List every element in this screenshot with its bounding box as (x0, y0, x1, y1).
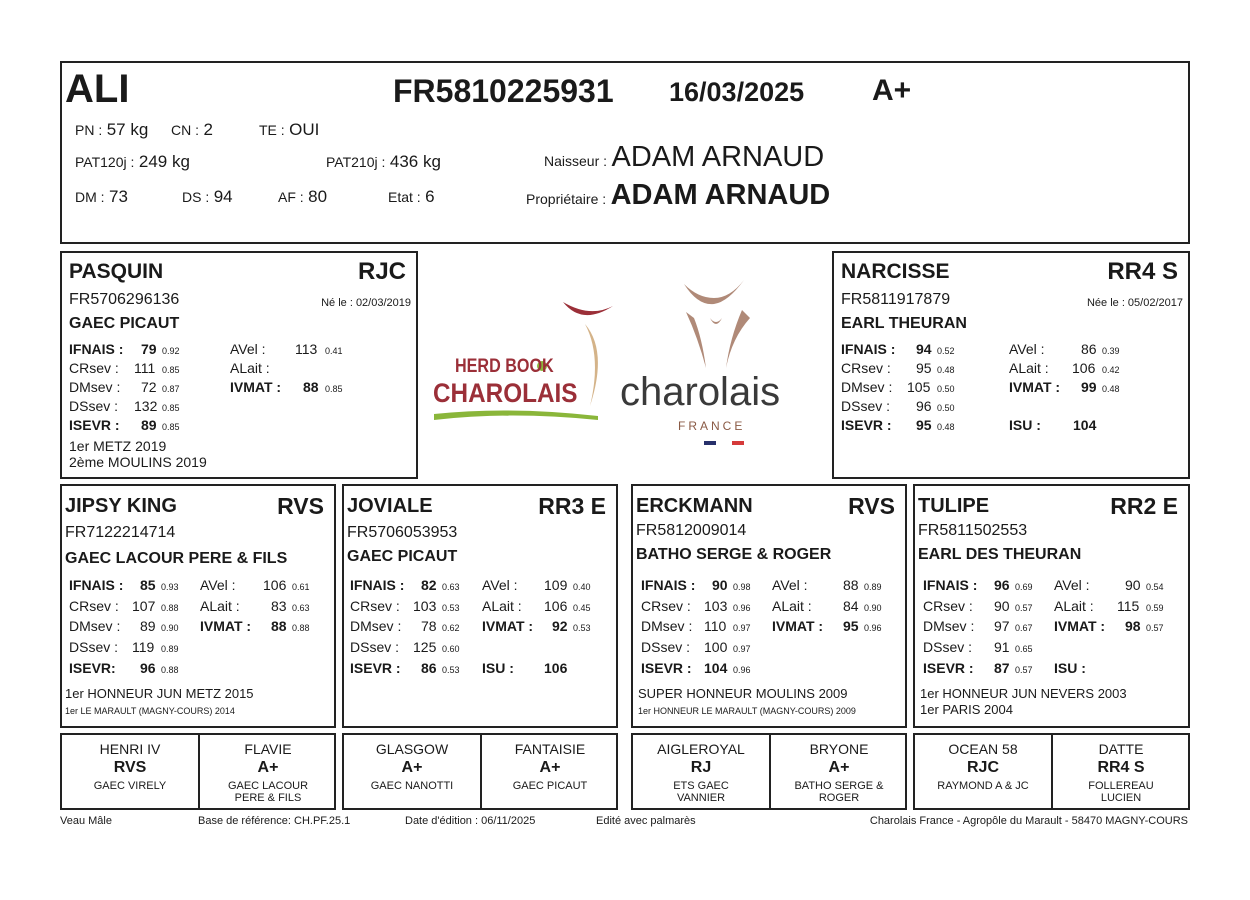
great-grandparent-owner: GAEC PICAUT (512, 780, 588, 792)
animal-grade: A+ (872, 74, 912, 107)
gp-ifnais: 96 (994, 577, 1010, 593)
great-grandparents-group (631, 733, 907, 810)
pat210-label: PAT210j : (326, 154, 386, 170)
gp-ifnais-cd: 0.63 (442, 582, 460, 592)
great-grandparent-grade: A+ (401, 759, 423, 776)
great-grandparents-group (342, 733, 618, 810)
ivmat-label: IVMAT : (772, 618, 824, 634)
pn-field (75, 120, 148, 140)
french-flag-icon (704, 441, 744, 445)
te-value: OUI (289, 120, 320, 139)
gp-alait-cd: 0.90 (864, 603, 882, 613)
isevr-label: ISEVR : (350, 660, 401, 676)
sire-id: FR5706296136 (69, 291, 180, 308)
cn-field (171, 120, 213, 140)
avel-label: AVel : (772, 577, 808, 593)
grandparent-grade: RR2 E (1110, 493, 1178, 519)
gp-isevr-cd: 0.53 (442, 665, 460, 675)
sire-avel: 113 (295, 341, 318, 357)
dam-id: FR5811917879 (841, 291, 951, 308)
pat210-field (326, 152, 441, 172)
great-grandparent-name: HENRI IV (99, 741, 161, 757)
dam-dssev: 96 (916, 398, 932, 414)
avel-label: AVel : (230, 341, 266, 357)
great-grandparent-cell (62, 741, 198, 792)
great-grandparent-cell (482, 741, 618, 792)
sire-name: PASQUIN (69, 260, 164, 283)
sire-isevr-cd: 0.85 (162, 422, 180, 432)
dam-isu: 104 (1073, 417, 1097, 433)
te-field (259, 120, 319, 140)
charolais-wordmark: charolais (620, 370, 781, 414)
dam-box (832, 251, 1190, 479)
dam-owner: EARL THEURAN (841, 315, 967, 332)
great-grandparent-owner: GAEC LACOUR (227, 780, 309, 792)
grandparent-box (342, 484, 618, 728)
footer-base: Base de référence: CH.PF.25.1 (198, 815, 351, 827)
gp-alait-cd: 0.59 (1146, 603, 1164, 613)
pat120-value: 249 kg (138, 152, 190, 171)
ifnais-label: IFNAIS : (923, 577, 978, 593)
grandparent-name: JIPSY KING (65, 495, 177, 517)
dmsev-label: DMsev : (841, 379, 893, 395)
gp-ifnais-cd: 0.69 (1015, 582, 1033, 592)
dam-isevr: 95 (916, 417, 932, 433)
footer-address: Charolais France - Agropôle du Marault - 58470 MAGNY-COURS (869, 815, 1188, 827)
gp-dmsev: 78 (421, 618, 437, 634)
ivmat-label: IVMAT : (1054, 618, 1106, 634)
sire-award-1: 1er METZ 2019 (69, 438, 167, 454)
gp-ivmat-cd: 0.96 (864, 623, 882, 633)
gp-crsev: 103 (704, 598, 728, 614)
dssev-label: DSsev : (641, 639, 691, 655)
animal-id: FR5810225931 (393, 73, 614, 109)
great-grandparent-owner: BATHO SERGE & (794, 780, 884, 792)
great-grandparent-cell (200, 741, 336, 804)
alait-label: ALait : (1054, 598, 1094, 614)
etat-label: Etat : (388, 189, 421, 205)
great-grandparent-name: GLASGOW (375, 741, 449, 757)
great-grandparent-cell (915, 741, 1051, 792)
grandparent-owner: EARL DES THEURAN (918, 546, 1082, 563)
sire-award-2: 2ème MOULINS 2019 (69, 454, 207, 470)
grandparent-name: JOVIALE (347, 495, 433, 517)
grandparent-award-2: 1er LE MARAULT (MAGNY-COURS) 2014 (65, 706, 235, 716)
dssev-label: DSsev : (69, 398, 119, 414)
grandparent-id: FR5706053953 (347, 524, 458, 541)
crsev-label: CRsev : (69, 598, 119, 614)
herd-book-text: HERD BOOK (455, 356, 554, 377)
crsev-label: CRsev : (641, 598, 691, 614)
dam-avel: 86 (1081, 341, 1097, 357)
dam-crsev-cd: 0.48 (937, 365, 955, 375)
gp-crsev-cd: 0.57 (1015, 603, 1033, 613)
sire-born: Né le : 02/03/2019 (321, 297, 411, 309)
gp-ifnais: 85 (140, 577, 156, 593)
gp-dssev-cd: 0.89 (161, 644, 179, 654)
gp-ivmat: 88 (271, 618, 287, 634)
grandparent-name: ERCKMANN (636, 495, 753, 517)
grandparent-grade: RVS (277, 493, 324, 519)
ds-value: 94 (213, 187, 233, 206)
grandparent-award-2: 1er PARIS 2004 (920, 702, 1013, 717)
gp-dssev: 91 (994, 639, 1010, 655)
dm-value: 73 (109, 187, 128, 206)
dssev-label: DSsev : (350, 639, 400, 655)
animal-date: 16/03/2025 (669, 77, 805, 107)
grandparent-award-1: 1er HONNEUR JUN METZ 2015 (65, 686, 254, 701)
gp-isevr: 96 (140, 660, 156, 676)
gp-dmsev: 89 (140, 618, 156, 634)
great-grandparents-group (913, 733, 1190, 810)
gp-avel: 109 (544, 577, 568, 593)
alait-label: ALait : (772, 598, 812, 614)
dam-alait: 106 (1072, 360, 1096, 376)
sire-crsev-cd: 0.85 (162, 365, 180, 375)
isevr-label: ISEVR : (69, 417, 120, 433)
te-label: TE : (259, 122, 285, 138)
gp-dmsev-cd: 0.97 (733, 623, 751, 633)
great-grandparent-cell (344, 741, 480, 792)
gp-crsev: 103 (413, 598, 437, 614)
gp-avel-cd: 0.54 (1146, 582, 1164, 592)
great-grandparent-name: OCEAN 58 (948, 741, 1018, 757)
pat210-value: 436 kg (389, 152, 441, 171)
ivmat-label: IVMAT : (230, 379, 282, 395)
gp-dssev-cd: 0.65 (1015, 644, 1033, 654)
sire-dmsev: 72 (141, 379, 157, 395)
great-grandparent-name: FLAVIE (244, 741, 292, 757)
gp-dmsev: 97 (994, 618, 1010, 634)
proprietaire-field (526, 179, 830, 212)
gp-ifnais-cd: 0.98 (733, 582, 751, 592)
gp-ivmat-cd: 0.88 (292, 623, 310, 633)
charolais-france-logo (618, 278, 828, 450)
sire-avel-cd: 0.41 (325, 346, 343, 356)
gp-ivmat-cd: 0.53 (573, 623, 591, 633)
isu-label: ISU : (1054, 660, 1086, 676)
cn-label: CN : (171, 122, 199, 138)
gp-avel: 90 (1125, 577, 1141, 593)
dm-label: DM : (75, 189, 105, 205)
gp-alait: 84 (843, 598, 859, 614)
gp-isevr-cd: 0.88 (161, 665, 179, 675)
avel-label: AVel : (482, 577, 518, 593)
grandparent-owner: GAEC LACOUR PERE & FILS (65, 550, 288, 567)
dam-dmsev: 105 (907, 379, 931, 395)
gp-alait-cd: 0.63 (292, 603, 310, 613)
great-grandparents-group (60, 733, 336, 810)
great-grandparent-owner: GAEC VIRELY (93, 780, 167, 792)
gp-avel-cd: 0.61 (292, 582, 310, 592)
grandparent-name: TULIPE (918, 495, 990, 517)
dam-ivmat: 99 (1081, 379, 1097, 395)
af-field (278, 187, 327, 207)
great-grandparent-grade: RJ (690, 759, 712, 776)
ifnais-label: IFNAIS : (350, 577, 405, 593)
gp-dmsev-cd: 0.62 (442, 623, 460, 633)
gp-ifnais: 90 (712, 577, 728, 593)
dssev-label: DSsev : (923, 639, 973, 655)
grandparent-award-1: SUPER HONNEUR MOULINS 2009 (638, 686, 848, 701)
gp-dmsev: 110 (704, 618, 727, 634)
alait-label: ALait : (1009, 360, 1049, 376)
ifnais-label: IFNAIS : (69, 577, 124, 593)
isevr-label: ISEVR : (923, 660, 974, 676)
dam-avel-cd: 0.39 (1102, 346, 1120, 356)
sire-dssev-cd: 0.85 (162, 403, 180, 413)
naisseur-label: Naisseur : (544, 153, 608, 169)
herd-book-charolais-logo (430, 296, 620, 426)
gp-alait: 106 (544, 598, 568, 614)
great-grandparent-grade: RVS (113, 759, 147, 776)
dmsev-label: DMsev : (923, 618, 975, 634)
dam-born: Née le : 05/02/2017 (1086, 297, 1183, 309)
gp-ivmat: 98 (1125, 618, 1141, 634)
isevr-label: ISEVR : (641, 660, 692, 676)
isu-label: ISU : (482, 660, 514, 676)
dmsev-label: DMsev : (69, 618, 121, 634)
isu-label: ISU : (1009, 417, 1041, 433)
gp-crsev: 90 (994, 598, 1010, 614)
proprietaire-label: Propriétaire : (526, 191, 607, 207)
great-grandparent-owner-line2: PERE & FILS (234, 792, 302, 804)
sire-ivmat-cd: 0.85 (325, 384, 343, 394)
great-grandparent-grade: RR4 S (1097, 759, 1145, 776)
grandparent-id: FR5811502553 (918, 522, 1028, 539)
ifnais-label: IFNAIS : (641, 577, 696, 593)
sire-crsev: 111 (134, 360, 156, 376)
cn-value: 2 (203, 120, 213, 139)
gp-crsev-cd: 0.96 (733, 603, 751, 613)
great-grandparent-owner-line2: LUCIEN (1100, 792, 1142, 804)
dam-grade: RR4 S (1107, 258, 1178, 285)
dam-ifnais-cd: 0.52 (937, 346, 955, 356)
great-grandparent-name: DATTE (1098, 741, 1144, 757)
pat120-field (75, 152, 190, 172)
proprietaire-value: ADAM ARNAUD (610, 179, 831, 211)
gp-ivmat: 92 (552, 618, 568, 634)
sire-ifnais: 79 (141, 341, 157, 357)
dam-ifnais: 94 (916, 341, 932, 357)
great-grandparent-grade: A+ (828, 759, 850, 776)
gp-avel-cd: 0.40 (573, 582, 591, 592)
naisseur-value: ADAM ARNAUD (611, 141, 825, 173)
great-grandparent-grade: A+ (539, 759, 561, 776)
avel-label: AVel : (1009, 341, 1045, 357)
dam-dmsev-cd: 0.50 (937, 384, 955, 394)
grandparent-id: FR7122214714 (65, 524, 176, 541)
crsev-label: CRsev : (350, 598, 400, 614)
great-grandparent-owner: FOLLEREAU (1088, 780, 1154, 792)
alait-label: ALait : (200, 598, 240, 614)
great-grandparent-owner-line2: ROGER (818, 792, 860, 804)
grandparent-award-1: 1er HONNEUR JUN NEVERS 2003 (920, 686, 1127, 701)
gp-dmsev-cd: 0.90 (161, 623, 179, 633)
dam-name: NARCISSE (841, 260, 950, 283)
crsev-label: CRsev : (841, 360, 891, 376)
etat-field (388, 187, 435, 207)
gp-isu: 106 (544, 660, 568, 676)
dmsev-label: DMsev : (350, 618, 402, 634)
grandparent-owner: GAEC PICAUT (347, 548, 458, 565)
ivmat-label: IVMAT : (1009, 379, 1061, 395)
gp-crsev-cd: 0.88 (161, 603, 179, 613)
ds-label: DS : (182, 189, 210, 205)
grandparent-grade: RR3 E (538, 493, 606, 519)
ifnais-label: IFNAIS : (841, 341, 896, 357)
isevr-label: ISEVR : (841, 417, 892, 433)
gp-ivmat: 95 (843, 618, 859, 634)
sire-ivmat: 88 (303, 379, 319, 395)
isevr-label: ISEVR: (69, 660, 116, 676)
crsev-label: CRsev : (923, 598, 973, 614)
herd-book-charolais-text: CHAROLAIS (433, 378, 578, 408)
great-grandparent-cell (633, 741, 769, 804)
dam-dssev-cd: 0.50 (937, 403, 955, 413)
great-grandparent-owner: GAEC NANOTTI (370, 780, 454, 792)
great-grandparent-name: FANTAISIE (514, 741, 586, 757)
animal-name: ALI (65, 67, 130, 111)
gp-alait: 115 (1117, 598, 1140, 614)
gp-dmsev-cd: 0.67 (1015, 623, 1033, 633)
af-value: 80 (308, 187, 328, 206)
footer-edition-date: Date d'édition : 06/11/2025 (405, 815, 536, 827)
dam-crsev: 95 (916, 360, 932, 376)
sire-box (60, 251, 418, 479)
gp-avel: 88 (843, 577, 859, 593)
gp-ifnais-cd: 0.93 (161, 582, 179, 592)
avel-label: AVel : (200, 577, 236, 593)
footer-palmares: Edité avec palmarès (596, 815, 696, 827)
gp-isevr-cd: 0.57 (1015, 665, 1033, 675)
gp-crsev: 107 (132, 598, 156, 614)
gp-alait: 83 (271, 598, 287, 614)
great-grandparent-grade: A+ (257, 759, 279, 776)
great-grandparent-name: AIGLEROYAL (657, 741, 745, 757)
alait-label: ALait : (482, 598, 522, 614)
gp-dssev: 119 (132, 639, 155, 655)
sire-dssev: 132 (134, 398, 158, 414)
etat-value: 6 (425, 187, 435, 206)
sire-isevr: 89 (141, 417, 157, 433)
great-grandparent-cell (1053, 741, 1189, 804)
great-grandparent-cell (771, 741, 907, 804)
pn-label: PN : (75, 122, 103, 138)
gp-alait-cd: 0.45 (573, 603, 591, 613)
grandparent-box (631, 484, 907, 728)
gp-isevr: 87 (994, 660, 1010, 676)
ivmat-label: IVMAT : (200, 618, 252, 634)
animal-header-box (60, 61, 1190, 244)
grandparent-owner: BATHO SERGE & ROGER (636, 546, 832, 563)
sire-dmsev-cd: 0.87 (162, 384, 180, 394)
ds-field (182, 187, 233, 207)
great-grandparent-grade: RJC (966, 759, 999, 776)
grandparent-id: FR5812009014 (636, 522, 747, 539)
gp-crsev-cd: 0.53 (442, 603, 460, 613)
dam-ivmat-cd: 0.48 (1102, 384, 1120, 394)
alait-label: ALait : (230, 360, 270, 376)
af-label: AF : (278, 189, 304, 205)
charolais-france-text: FRANCE (678, 419, 746, 433)
ifnais-label: IFNAIS : (69, 341, 124, 357)
dssev-label: DSsev : (841, 398, 891, 414)
gp-avel-cd: 0.89 (864, 582, 882, 592)
dam-isevr-cd: 0.48 (937, 422, 955, 432)
dssev-label: DSsev : (69, 639, 119, 655)
great-grandparent-owner-line2: VANNIER (676, 792, 726, 804)
gp-dssev: 100 (704, 639, 728, 655)
great-grandparent-owner: RAYMOND A & JC (937, 780, 1029, 792)
sire-ifnais-cd: 0.92 (162, 346, 180, 356)
gp-isevr: 104 (704, 660, 728, 676)
gp-dssev-cd: 0.60 (442, 644, 460, 654)
pn-value: 57 kg (106, 120, 149, 139)
gp-isevr-cd: 0.96 (733, 665, 751, 675)
pat120-label: PAT120j : (75, 154, 135, 170)
gp-ifnais: 82 (421, 577, 437, 593)
crsev-label: CRsev : (69, 360, 119, 376)
ivmat-label: IVMAT : (482, 618, 534, 634)
dmsev-label: DMsev : (69, 379, 121, 395)
great-grandparent-name: BRYONE (809, 741, 869, 757)
dmsev-label: DMsev : (641, 618, 693, 634)
gp-avel: 106 (263, 577, 287, 593)
sire-owner: GAEC PICAUT (69, 315, 180, 332)
naisseur-field (544, 141, 824, 174)
avel-label: AVel : (1054, 577, 1090, 593)
dam-alait-cd: 0.42 (1102, 365, 1120, 375)
grandparent-grade: RVS (848, 493, 895, 519)
gp-isevr: 86 (421, 660, 437, 676)
great-grandparent-owner: ETS GAEC (673, 780, 729, 792)
grandparent-award-2: 1er HONNEUR LE MARAULT (MAGNY-COURS) 2009 (638, 706, 856, 716)
grandparent-box (913, 484, 1190, 728)
gp-ivmat-cd: 0.57 (1146, 623, 1164, 633)
grandparent-box (60, 484, 336, 728)
gp-dssev-cd: 0.97 (733, 644, 751, 654)
gp-dssev: 125 (413, 639, 437, 655)
dm-field (75, 187, 128, 207)
sire-grade: RJC (357, 258, 406, 285)
footer-type: Veau Mâle (60, 815, 112, 827)
